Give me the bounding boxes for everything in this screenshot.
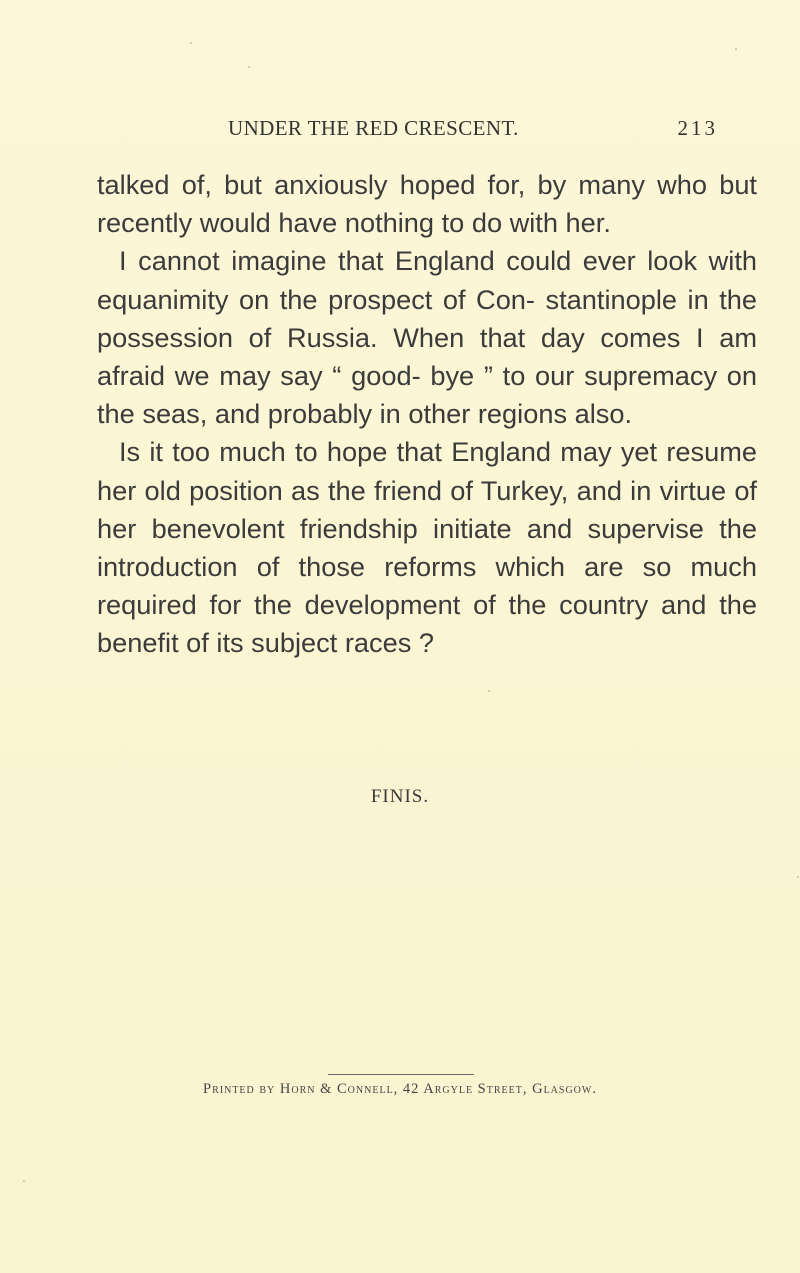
page-number: 213 xyxy=(677,116,718,140)
paper-speck xyxy=(797,876,799,878)
paper-speck xyxy=(488,690,490,692)
paragraph: I cannot imagine that England could ever look with equanimity on the prospect of Con- stantinople in the possession of Russia. When that day comes I am afraid we may say “ good- bye ” to our supremacy on the seas, and probably in other regions also. xyxy=(97,245,757,430)
running-head xyxy=(228,116,718,146)
printer-imprint: Printed by Horn & Connell, 42 Argyle Street, Glasgow. xyxy=(203,1081,597,1097)
paper-speck xyxy=(190,42,192,44)
paragraph: Is it too much to hope that England may yet resume her old position as the friend of Turkey, and in virtue of her benevolent friendship initiate and supervise the introduction of those reforms which are so much required for the development of the country and the benefit of its subject races ? xyxy=(97,436,757,659)
finis-heading: FINIS. xyxy=(370,786,430,807)
paper-speck xyxy=(735,48,737,50)
paper-speck xyxy=(248,66,250,68)
body-text xyxy=(97,166,757,663)
imprint-rule xyxy=(328,1074,474,1075)
running-title: UNDER THE RED CRESCENT. xyxy=(228,116,519,140)
paragraph: talked of, but anxiously hoped for, by many who but recently would have nothing to do with her. xyxy=(97,169,757,239)
paper-speck xyxy=(23,1180,25,1182)
